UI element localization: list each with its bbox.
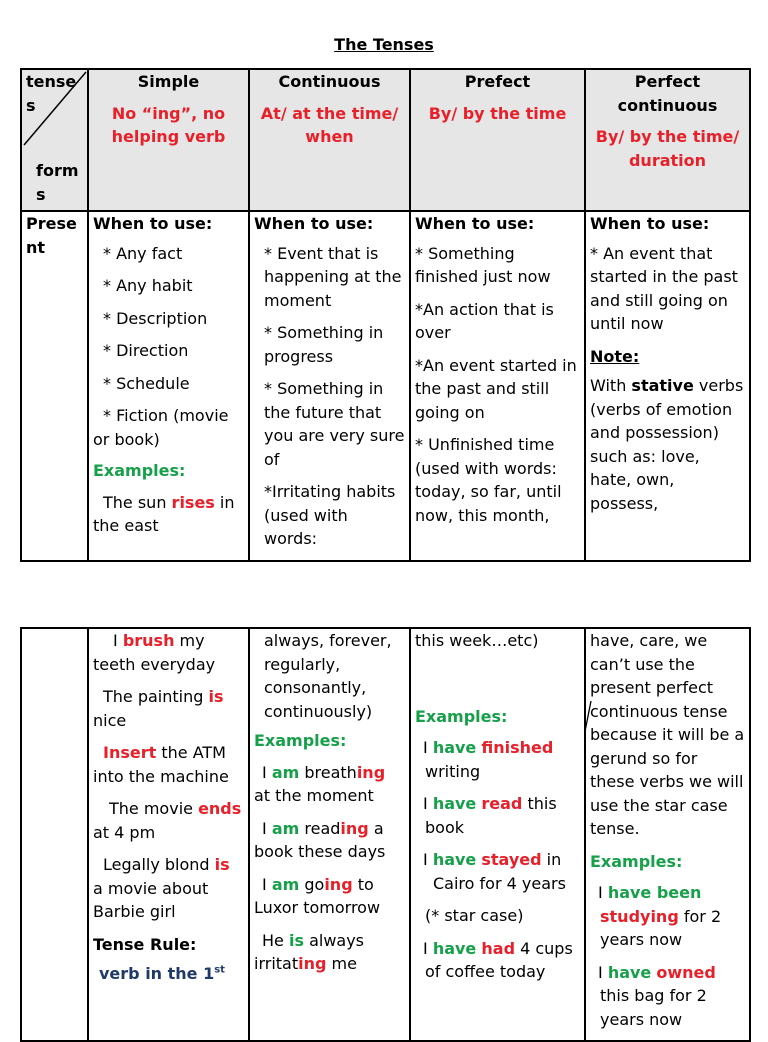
perfect-continuous-cell-continued — [585, 628, 750, 1041]
simple-example-6: Legally blond is a movie about Barbie girl — [93, 855, 230, 921]
list-item: * Something finished just now — [415, 243, 551, 286]
prefect-example-4: I have had 4 cups of coffee today — [423, 938, 573, 981]
present-row-continued — [21, 628, 750, 1041]
list-item: * Schedule — [103, 373, 190, 393]
simple-when-label: When to use: — [93, 214, 213, 233]
simple-example-2: I brush my teeth everyday — [93, 631, 216, 674]
continuous-use-list — [254, 242, 405, 551]
perfect-continuous-example-1: I have been studying for 2 years now — [598, 883, 722, 949]
simple-example-1: The sun rises in the east — [93, 492, 235, 535]
simple-example-5: The movie ends at 4 pm — [93, 799, 242, 842]
prefect-examples-label: Examples: — [415, 706, 508, 726]
list-item: this week…etc) — [415, 631, 539, 650]
header-perfect-continuous-note: By/ by the time/ duration — [595, 127, 740, 170]
diagonal-line — [22, 70, 88, 210]
list-item: always, forever, regularly, consonantly, continuously) — [264, 631, 392, 721]
list-item: * Description — [103, 308, 208, 328]
corner-bottom-label: form s — [36, 161, 79, 204]
simple-use-list — [93, 242, 244, 396]
prefect-when-label: When to use: — [415, 214, 535, 233]
simple-examples-label: Examples: — [93, 461, 186, 480]
continuous-cell — [249, 211, 410, 561]
arrow-icon — [585, 699, 596, 789]
header-perfect-continuous-title: Perfect continuous — [617, 72, 718, 115]
continuous-examples-label: Examples: — [254, 731, 347, 750]
note-label: Note: — [590, 346, 640, 366]
perfect-continuous-examples-label: Examples: — [590, 851, 683, 871]
simple-cell — [88, 211, 249, 561]
present-row — [21, 211, 750, 561]
simple-cell-continued — [88, 628, 249, 1041]
list-item: * Something in the future that you are very sure of — [264, 379, 405, 469]
header-continuous-note: At/ at the time/ when — [260, 103, 399, 146]
list-item: * Direction — [103, 341, 189, 360]
list-item: * An event that started in the past and still going on until now — [590, 243, 738, 333]
tense-rule-text: verb in the 1st — [99, 964, 225, 983]
tenses-table-part-2 — [20, 627, 751, 1042]
header-simple-note: No “ing”, no helping verb — [111, 103, 226, 146]
continuous-when-label: When to use: — [254, 214, 374, 233]
prefect-cell — [410, 211, 585, 561]
note-text-continued: have, care, we can’t use the present perfect continuous tense because it will be a gerund so for these verbs we will use the star case tense. — [590, 631, 745, 838]
continuous-example-3: I am going to Luxor tomorrow — [254, 874, 381, 917]
header-simple — [88, 69, 249, 211]
perfect-continuous-when-label: When to use: — [590, 214, 710, 233]
note-text: With stative verbs (verbs of emotion and possession) such as: love, hate, own, possess, — [590, 376, 744, 513]
header-perfect-continuous — [585, 69, 750, 211]
prefect-example-1: I have finished writing — [423, 738, 554, 781]
tense-rule-label: Tense Rule: — [93, 934, 197, 954]
list-item: *An action that is over — [415, 299, 554, 342]
header-prefect — [410, 69, 585, 211]
continuous-cell-continued — [249, 628, 410, 1041]
list-item: * Unfinished time (used with words: today, so far, until now, this month, — [415, 435, 562, 525]
simple-example-4: Insert the ATM into the machine — [93, 743, 229, 786]
page-title: The Tenses — [334, 35, 434, 54]
prefect-cell-continued — [410, 628, 585, 1041]
header-continuous — [249, 69, 410, 211]
simple-example-3: The painting is nice — [93, 687, 224, 730]
continuous-example-4: He is always irritating me — [254, 930, 365, 973]
perfect-continuous-example-2: I have owned this bag for 2 years now — [598, 962, 716, 1029]
row-label-present: Prese nt — [21, 211, 88, 561]
header-continuous-title: Continuous — [278, 72, 381, 91]
header-row — [21, 69, 750, 211]
star-case-label: (* star case) — [425, 906, 524, 925]
prefect-example-3: I have stayed in Cairo for 4 years — [423, 850, 566, 893]
tenses-table-part-1 — [20, 68, 751, 562]
list-item: * Fiction (movie or book) — [93, 406, 229, 449]
list-item: *Irritating habits (used with words: — [264, 482, 396, 548]
continuous-example-1: I am breathing at the moment — [254, 762, 386, 805]
header-prefect-note: By/ by the time — [428, 103, 567, 123]
corner-cell — [21, 69, 88, 211]
header-prefect-title: Prefect — [464, 72, 531, 91]
header-simple-title: Simple — [137, 72, 200, 91]
continuous-example-2: I am reading a book these days — [254, 818, 386, 861]
list-item: * Something in progress — [264, 323, 384, 366]
prefect-example-2: I have read this book — [423, 794, 557, 837]
corner-top-label: tense s — [26, 72, 77, 115]
list-item: * Event that is happening at the moment — [264, 243, 402, 310]
list-item: *An event started in the past and still going on — [415, 355, 577, 422]
list-item: * Any habit — [103, 276, 193, 295]
row-label-empty — [21, 628, 88, 1041]
list-item: * Any fact — [103, 243, 183, 263]
perfect-continuous-cell — [585, 211, 750, 561]
